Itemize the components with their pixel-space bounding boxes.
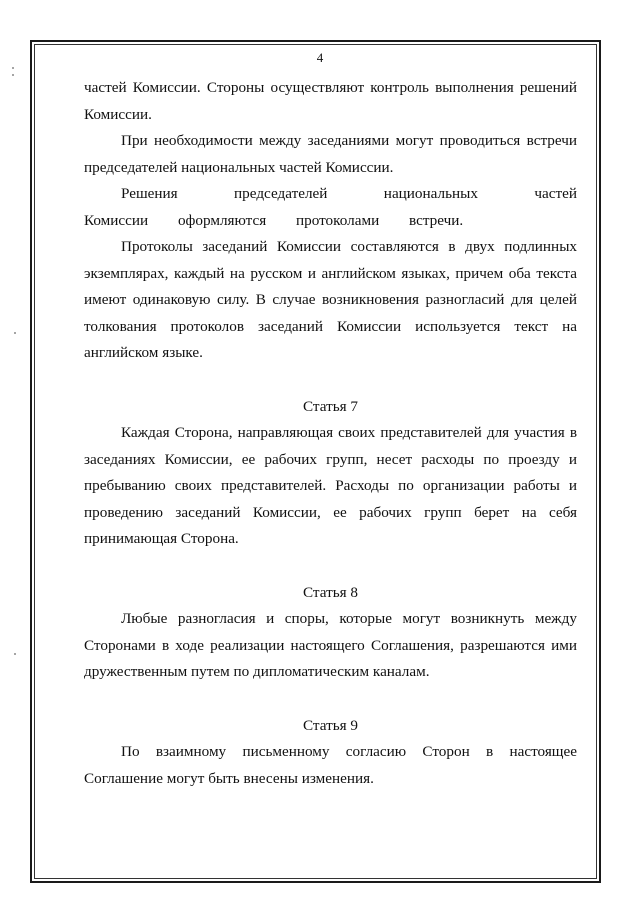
article-7-text: Каждая Сторона, направляющая своих представителей для участия в заседаниях Комиссии, ее рабочих групп, несет расходы по проезду и пребыванию своих представителей. Расходы по организации работы и проведению заседаний Комиссии, ее рабочих групп берет на себя принимающая Сторона. [84, 424, 577, 547]
scan-speck [12, 74, 14, 76]
paragraph: Решения председателей национальных частей Комиссии оформляются протоколами встречи. [84, 185, 577, 229]
paragraph: При необходимости между заседаниями могут проводиться встречи председателей национальных частей Комиссии. [84, 132, 577, 176]
scan-speck [12, 67, 14, 69]
article-9-text: По взаимному письменному согласию Сторон в настоящее Соглашение могут быть внесены изменения. [84, 743, 577, 787]
article-8-text: Любые разногласия и споры, которые могут возникнуть между Сторонами в ходе реализации настоящего Соглашения, разрешаются ими дружественным путем по дипломатическим каналам. [84, 610, 577, 680]
paragraph: Протоколы заседаний Комиссии составляются в двух подлинных экземплярах, каждый на русском и английском языках, причем оба текста имеют одинаковую силу. В случае возникновения разногласий для целей толкования протоколов заседаний Комиссии используется текст на английском языке. [84, 238, 577, 361]
spacer [84, 367, 577, 394]
page-number: 4 [316, 50, 324, 65]
spacer [84, 686, 577, 713]
scan-speck [14, 332, 16, 334]
article-9-title: Статья 9 [302, 716, 359, 734]
scan-speck [14, 653, 16, 655]
spacer [84, 553, 577, 580]
article-8-title: Статья 8 [302, 583, 359, 601]
document-body [84, 75, 577, 792]
article-7-title: Статья 7 [302, 397, 359, 415]
paragraph: частей Комиссии. Стороны осуществляют контроль выполнения решений Комиссии. [84, 79, 577, 123]
